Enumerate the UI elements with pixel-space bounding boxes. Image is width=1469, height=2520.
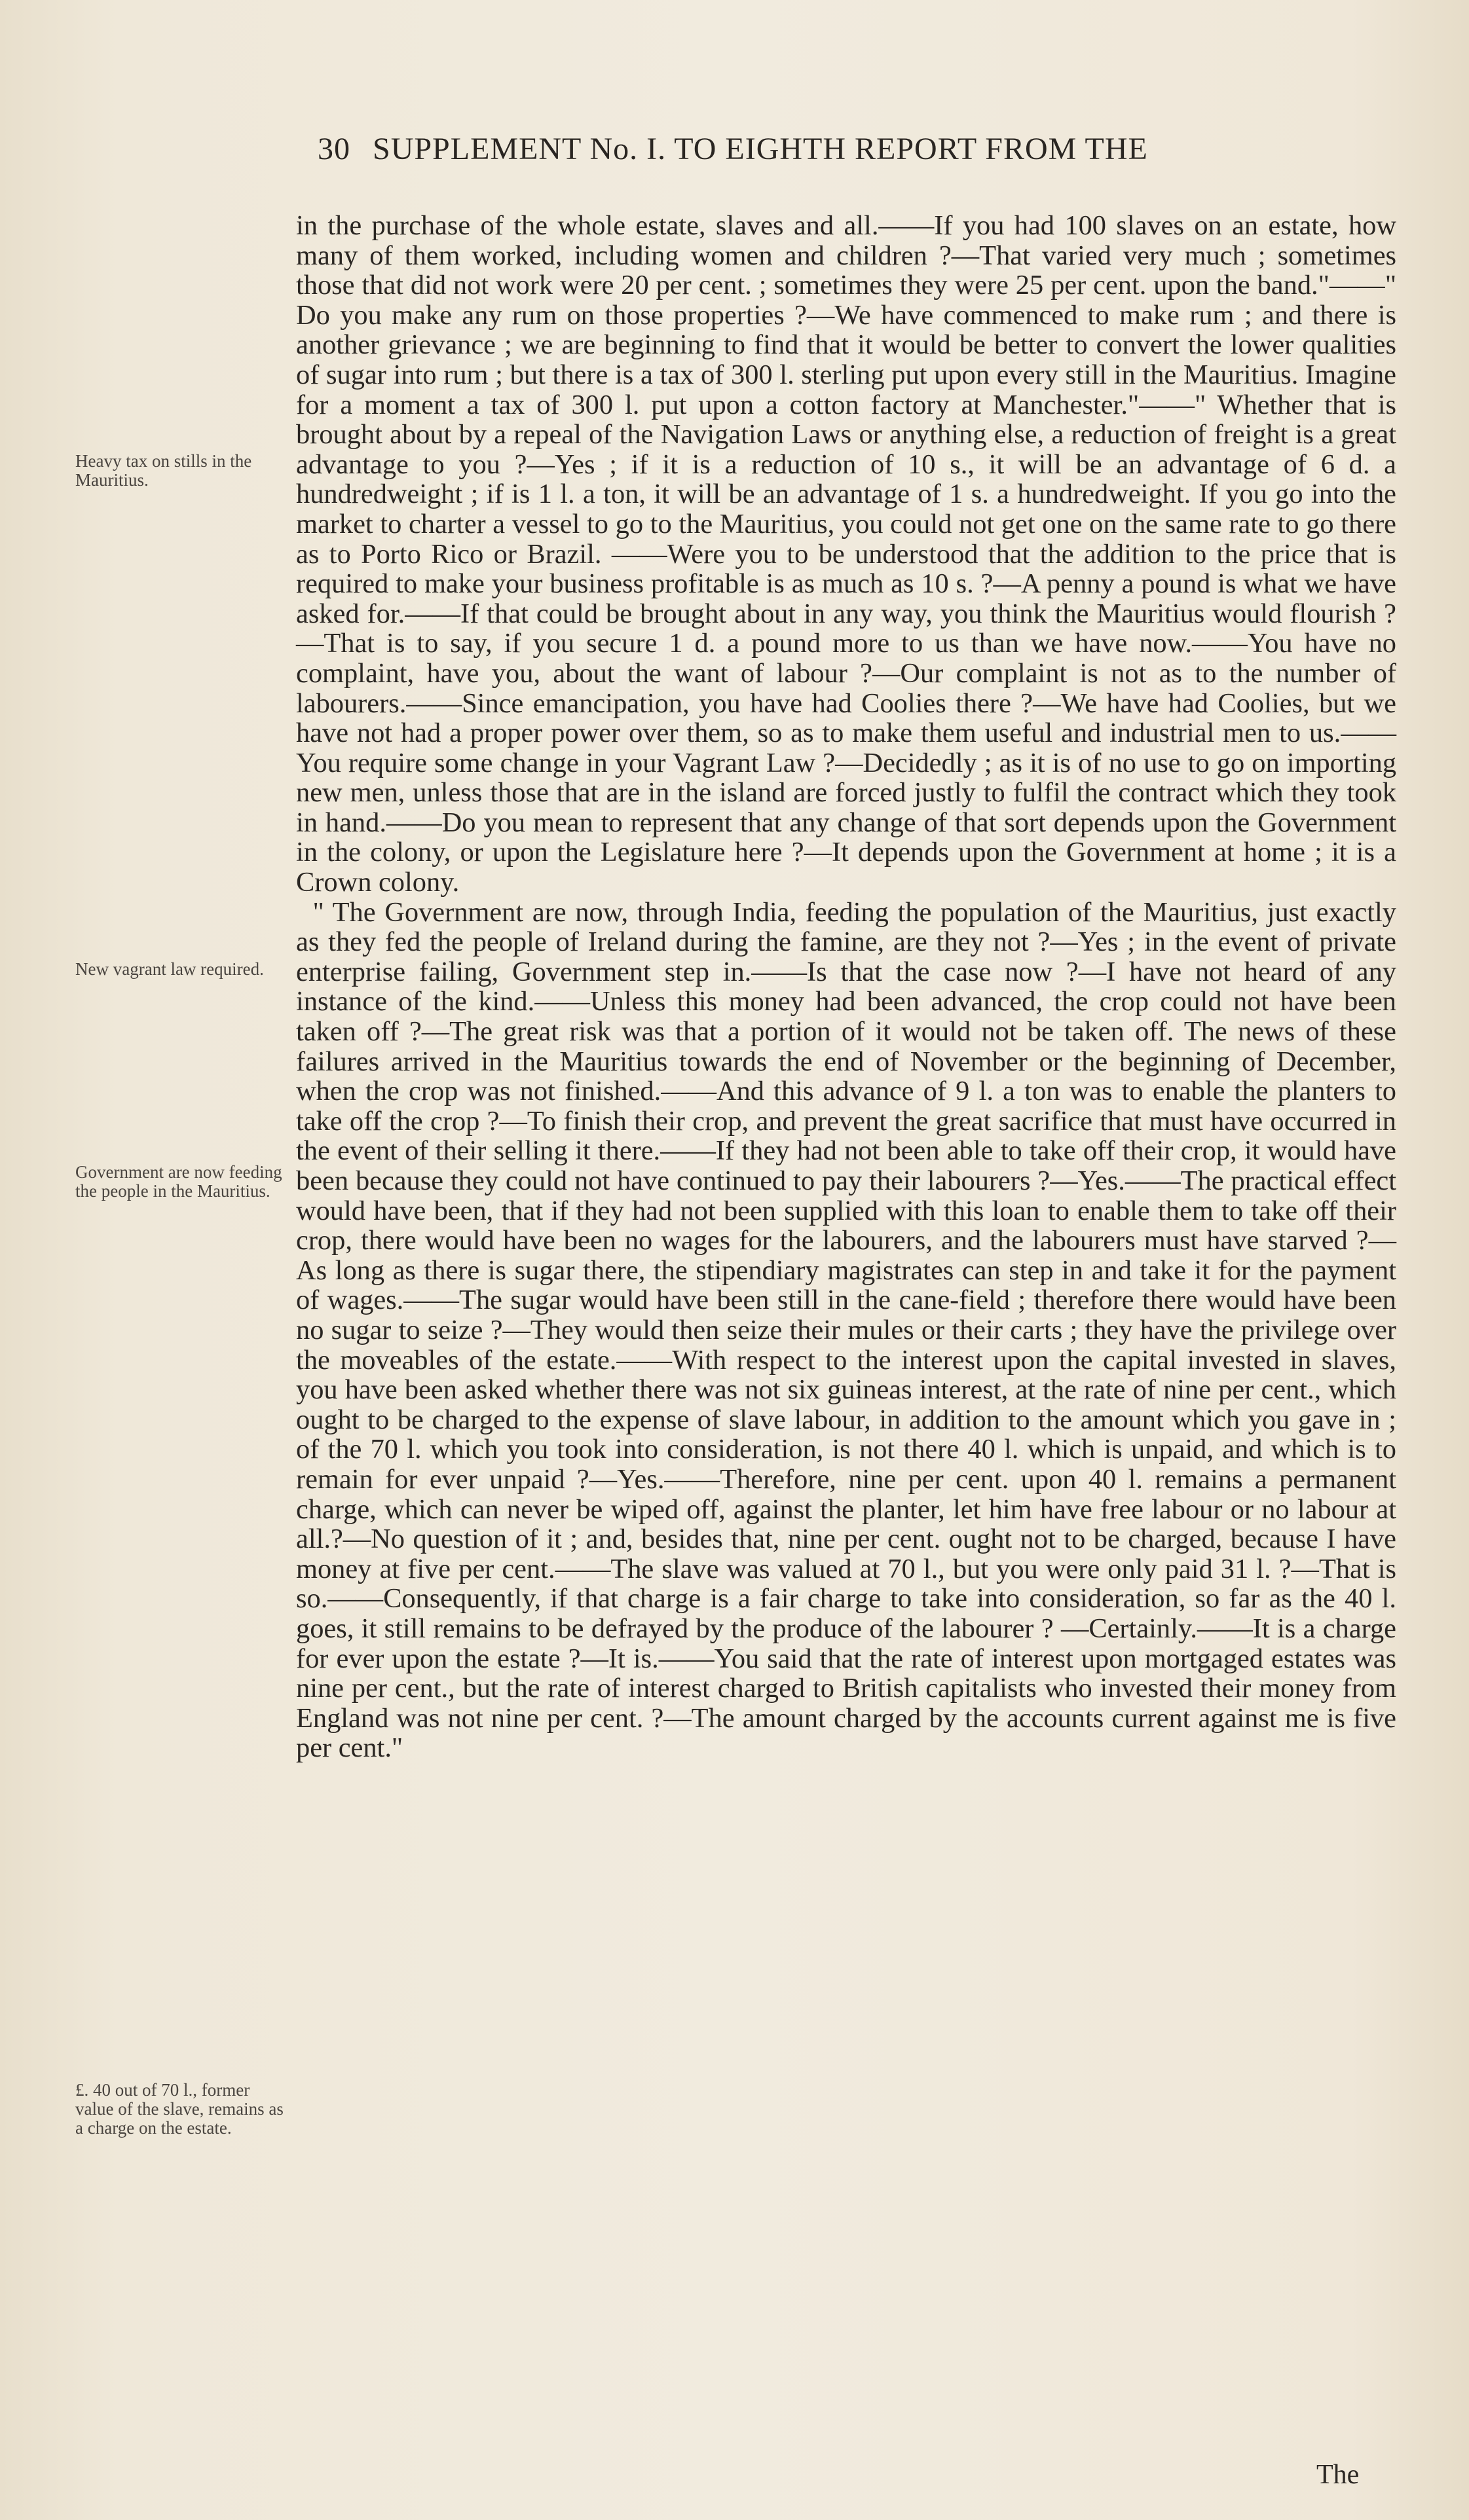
body-paragraph-2: " The Government are now, through India, feeding the population of the Mauritius, just exactly as they fed the people of Ireland during the famine, are they not ?—Yes ; in the event of private enterprise failing, Government step in.——Is that the case now ?—I have not heard of any instance of the kind.——Unless this money had been advanced, the crop could not have been taken off ?—The great risk was that a portion of it would not be taken off. The news of these failures arrived in the Mauritius towards the end of November or the beginning of December, when the crop was not finished.——And this advance of 9 l. a ton was to enable the planters to take off the crop ?—To finish their crop, and prevent the great sacrifice that must have occurred in the event of their selling it there.——If they had not been able to take off their crop, it would have been because they could not have continued to pay their labourers ?—Yes.——The practical effect would have been, that if they had not been supplied with this loan to enable them to take off their crop, there would have been no wages for the labourers, and the labourers must have starved ?—As long as there is sugar there, the stipendiary magistrates can step in and take it for the payment of wages.——The sugar would have been still in the cane-field ; therefore there would have been no sugar to seize ?—They would then seize their mules or their carts ; they have the privilege over the moveables of the estate.——With respect to the interest upon the capital invested in slaves, you have been asked whether there was not six guineas interest, at the rate of nine per cent., which ought to be charged to the expense of slave labour, in addition to the amount which you gave in ; of the 70 l. which you took into consideration, is not there 40 l. which is unpaid, and which is to remain for ever unpaid ?—Yes.——Therefore, nine per cent. upon 40 l. remains a permanent charge, which can never be wiped off, against the planter, let him have free labour or no labour at all.?—No question of it ; and, besides that, nine per cent. ought not to be charged, because I have money at five per cent.——The slave was valued at 70 l., but you were only paid 31 l. ?—That is so.——Consequently, if that charge is a fair charge to take into consideration, so far as the 40 l. goes, it still remains to be defrayed by the produce of the labourer ? —Certainly.——It is a charge for ever upon the estate ?—It is.——You said that the rate of interest upon mortgaged estates was nine per cent., but the rate of interest charged to British capitalists who invested their money from England was not nine per cent. ?—The amount charged by the accounts current against me is five per cent." — [296, 896, 1396, 1764]
margin-note-heavy-tax: Heavy tax on stills in the Mauritius. — [75, 451, 252, 490]
page-number: 30 — [318, 132, 350, 166]
catchword: The — [1316, 2460, 1360, 2490]
margin-note-government-feeding: Government are now feeding the people in the Mauritius. — [75, 1162, 282, 1201]
running-header — [318, 131, 1392, 167]
margin-note-slave-value-charge: £. 40 out of 70 l., former value of the slave, remains as a charge on the estate. — [75, 2080, 284, 2138]
document-body — [296, 211, 1396, 1763]
margin-note-vagrant-law: New vagrant law required. — [75, 959, 264, 979]
body-paragraph-1: in the purchase of the whole estate, slaves and all.——If you had 100 slaves on an estate, how many of them worked, including women and children ?—That varied very much ; sometimes those that did not work were 20 per cent. ; sometimes they were 25 per cent. upon the band."——" Do you make any rum on those properties ?—We have commenced to make rum ; and there is another grievance ; we are beginning to find that it would be better to convert the lower qualities of sugar into rum ; but there is a tax of 300 l. sterling put upon every still in the Mauritius. Imagine for a moment a tax of 300 l. put upon a cotton factory at Manchester."——" Whether that is brought about by a repeal of the Navigation Laws or anything else, a reduction of freight is a great advantage to you ?—Yes ; if it is a reduction of 10 s., it will be an advantage of 6 d. a hundredweight ; if is 1 l. a ton, it will be an advantage of 1 s. a hundredweight. If you go into the market to charter a vessel to go to the Mauritius, you could not get one on the same rate to go there as to Porto Rico or Brazil. ——Were you to be understood that the addition to the price that is required to make your business profitable is as much as 10 s. ?—A penny a pound is what we have asked for.——If that could be brought about in any way, you think the Mauritius would flourish ?—That is to say, if you secure 1 d. a pound more to us than we have now.——You have no complaint, have you, about the want of labour ?—Our complaint is not as to the number of labourers.——Since emancipation, you have had Coolies there ?—We have had Coolies, but we have not had a proper power over them, so as to make them useful and industrial men to us.——You require some change in your Vagrant Law ?—Decidedly ; as it is of no use to go on importing new men, unless those that are in the island are forced justly to fulfil the contract which they took in hand.——Do you mean to represent that any change of that sort depends upon the Government in the colony, or upon the Legislature here ?—It depends upon the Government at home ; it is a Crown colony. — [296, 210, 1396, 898]
running-title: SUPPLEMENT No. I. TO EIGHTH REPORT FROM THE — [373, 132, 1148, 166]
